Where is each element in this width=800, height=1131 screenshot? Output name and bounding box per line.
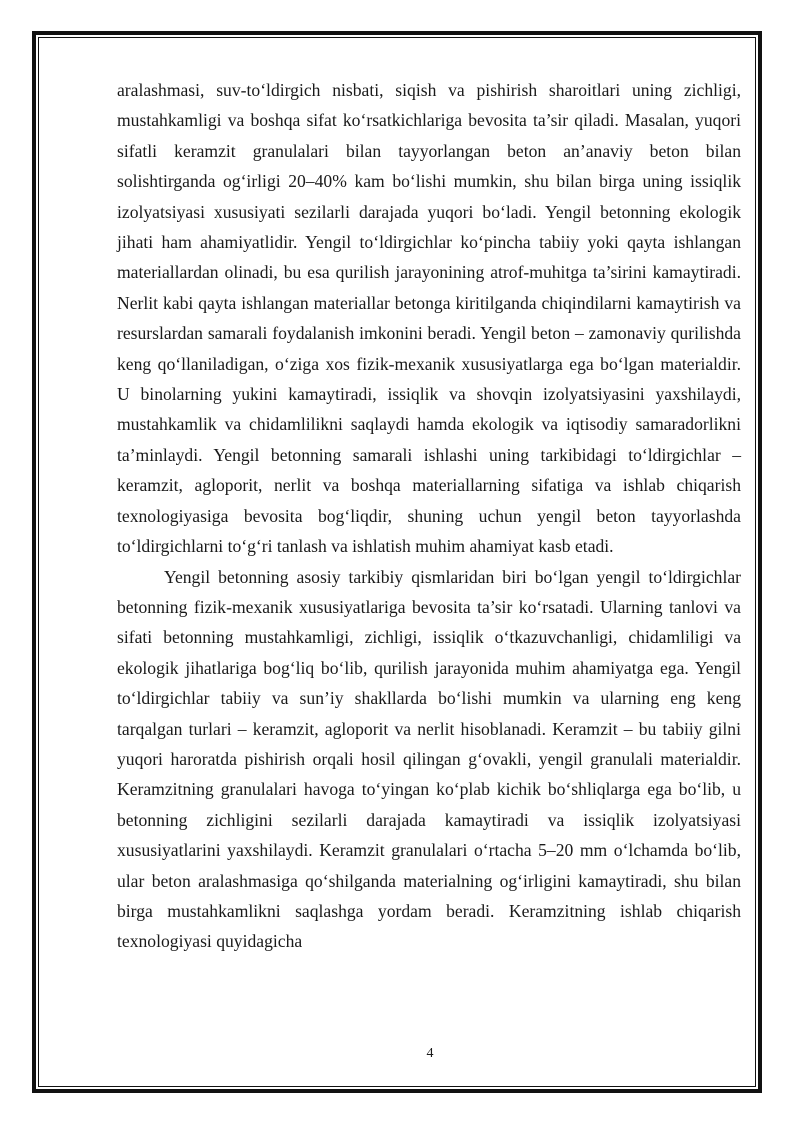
document-body: [117, 75, 741, 957]
page-number: 4: [426, 1046, 434, 1061]
paragraph-1: aralashmasi, suv-to‘ldirgich nisbati, siqish va pishirish sharoitlari uning zichligi, mustahkamligi va boshqa sifat ko‘rsatkichlariga bevosita ta’sir qiladi. Masalan, yuqori sifatli keramzit granulalari bilan tayyorlangan beton an’anaviy beton bilan solishtirganda og‘irligi 20–40% kam bo‘lishi mumkin, shu bilan birga uning issiqlik izolyatsiyasi xususiyati sezilarli darajada yuqori bo‘ladi. Yengil betonning ekologik jihati ham ahamiyatlidir. Yengil to‘ldirgichlar ko‘pincha tabiiy yoki qayta ishlangan materiallardan olinadi, bu esa qurilish jarayonining atrof-muhitga ta’sirini kamaytiradi. Nerlit kabi qayta ishlangan materiallar betonga kiritilganda chiqindilarni kamaytirish va resurslardan samarali foydalanish imkonini beradi. Yengil beton – zamonaviy qurilishda keng qo‘llaniladigan, o‘ziga xos fizik-mexanik xususiyatlarga ega bo‘lgan materialdir. U binolarning yukini kamaytiradi, issiqlik va shovqin izolyatsiyasini yaxshilaydi, mustahkamlik va chidamlilikni saqlaydi hamda ekologik va iqtisodiy samaradorlikni ta’minlaydi. Yengil betonning samarali ishlashi uning tarkibidagi to‘ldirgichlar – keramzit, agloporit, nerlit va boshqa materiallarning sifatiga va ishlab chiqarish texnologiyasiga bevosita bog‘liqdir, shuning uchun yengil beton tayyorlashda to‘ldirgichlarni to‘g‘ri tanlash va ishlatish muhim ahamiyat kasb etadi.: [117, 80, 741, 557]
paragraph-2: Yengil betonning asosiy tarkibiy qismlaridan biri bo‘lgan yengil to‘ldirgichlar betonning fizik-mexanik xususiyatlariga bevosita ta’sir ko‘rsatadi. Ularning tanlovi va sifati betonning mustahkamligi, zichligi, issiqlik o‘tkazuvchanligi, chidamliligi va ekologik jihatlariga bog‘liq bo‘lib, qurilish jarayonida muhim ahamiyatga ega. Yengil to‘ldirgichlar tabiiy va sun’iy shakllarda bo‘lishi mumkin va ularning eng keng tarqalgan turlari – keramzit, agloporit va nerlit hisoblanadi. Keramzit – bu tabiiy gilni yuqori haroratda pishirish orqali hosil qilingan g‘ovakli, yengil granulali materialdir. Keramzitning granulalari havoga to‘yingan ko‘plab kichik bo‘shliqlarga ega bo‘lib, u betonning zichligini sezilarli darajada kamaytiradi va issiqlik izolyatsiyasi xususiyatlarini yaxshilaydi. Keramzit granulalari o‘rtacha 5–20 mm o‘lchamda bo‘lib, ular beton aralashmasiga qo‘shilganda materialning og‘irligini kamaytiradi, shu bilan birga mustahkamlikni saqlashga yordam beradi. Keramzitning ishlab chiqarish texnologiyasi quyidagicha: [117, 566, 741, 952]
